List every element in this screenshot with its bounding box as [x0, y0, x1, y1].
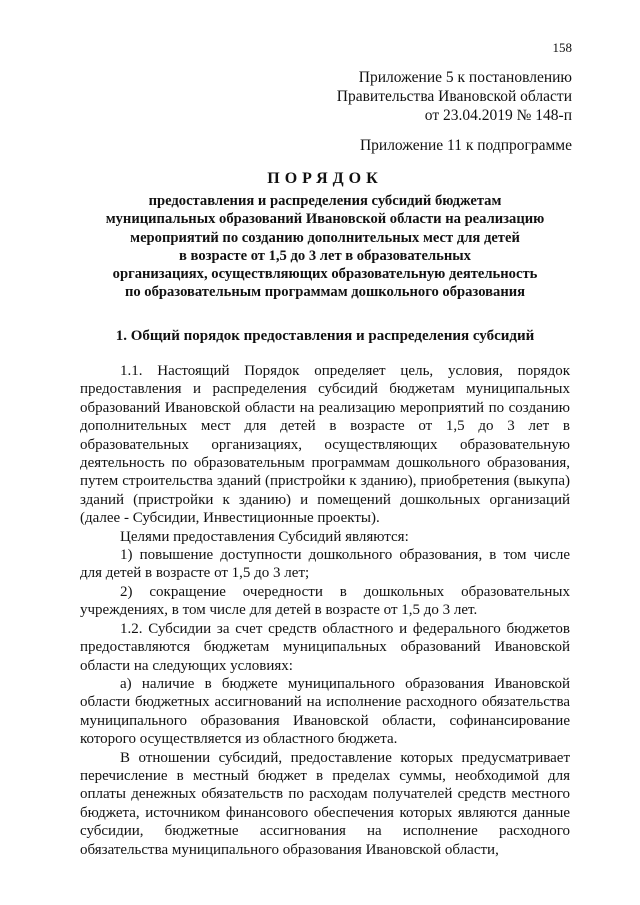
- paragraph: 1.1. Настоящий Порядок определяет цель, условия, порядок предоставления и распределения субсидий бюджетам муниципальных образований Ивановской области на реализацию мероприятий по созданию дополнительных мест для детей в возрасте от 1,5 до 3 лет в образовательных организациях, осуществляющих образовательную деятельность по образовательным программам дошкольного образования, путем строительства зданий (пристройки к зданию), приобретения (выкупа) зданий (пристройки к зданию) и помещений дошкольных организаций (далее - Субсидии, Инвестиционные проекты).: [80, 363, 570, 527]
- subtitle-line: муниципальных образований Ивановской области на реализацию: [105, 211, 545, 228]
- page-number: 158: [552, 40, 572, 55]
- paragraph: Целями предоставления Субсидий являются:: [120, 528, 409, 545]
- subtitle-line: в возрасте от 1,5 до 3 лет в образовательных: [179, 247, 471, 264]
- appendix-block: [272, 68, 572, 125]
- document-subtitle: [80, 192, 570, 302]
- appendix-line-1: Приложение 5 к постановлению: [358, 69, 572, 86]
- subtitle-line: предоставления и распределения субсидий бюджетам: [148, 193, 502, 209]
- subtitle-line: мероприятий по созданию дополнительных мест для детей: [130, 229, 520, 246]
- appendix-line-3: от 23.04.2019 № 148-п: [424, 107, 572, 124]
- paragraph: 1) повышение доступности дошкольного образования, в том числе для детей в возрасте от 1,5 до 3 лет;: [80, 547, 570, 582]
- subprogram-appendix: Приложение 11 к подпрограмме: [359, 137, 572, 154]
- subtitle-line: организациях, осуществляющих образовательную деятельность: [112, 266, 538, 283]
- subtitle-line: по образовательным программам дошкольного образования: [124, 284, 526, 301]
- paragraph: 2) сокращение очередности в дошкольных образовательных учреждениях, в том числе для детей в возрасте от 1,5 до 3 лет.: [80, 583, 570, 619]
- paragraph: 1.2. Субсидии за счет средств областного и федерального бюджетов предоставляются бюджетам муниципальных образований Ивановской области на следующих условиях:: [80, 620, 570, 674]
- paragraph: а) наличие в бюджете муниципального образования Ивановской области бюджетных ассигнований на исполнение расходного обязательства муниципального образования Ивановской области, софинансирование которого осуществляется из областного бюджета.: [80, 675, 570, 748]
- document-title: ПОРЯДОК: [267, 170, 383, 187]
- appendix-line-2: Правительства Ивановской области: [336, 88, 572, 105]
- paragraph: В отношении субсидий, предоставление которых предусматривает перечисление в местный бюджет в пределах суммы, необходимой для оплаты денежных обязательств по расходам получателей средств местного бюджета, источником финансового обеспечения которых являются данные субсидии, бюджетные ассигнования на исполнение расходного обязательства муниципального образования Ивановской области,: [80, 749, 570, 858]
- section-body: [80, 362, 570, 859]
- section-heading: 1. Общий порядок предоставления и распределения субсидий: [115, 328, 535, 344]
